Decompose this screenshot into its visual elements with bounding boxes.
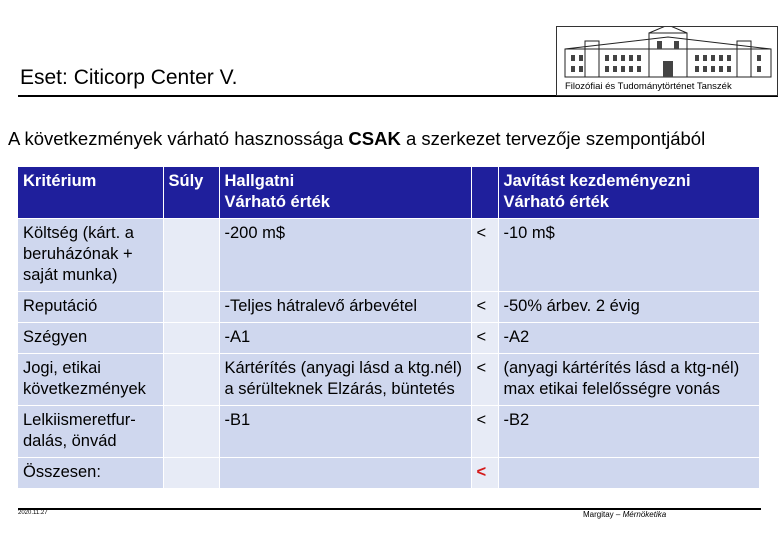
header-initiate: Javítást kezdeményezni Várható érték (498, 167, 759, 219)
cell-compare (471, 323, 498, 354)
cell-initiate: -A2 (498, 323, 759, 354)
footer-date: 2020.11.27 (18, 510, 48, 516)
header-criterion: Kritérium (18, 167, 163, 219)
table-row (18, 292, 759, 323)
table-row (18, 406, 759, 458)
cell-compare (471, 406, 498, 458)
building-icon (557, 27, 779, 81)
cell-initiate: -10 m$ (498, 219, 759, 292)
header-student: Hallgatni Várható érték (219, 167, 471, 219)
footer-author (583, 510, 666, 519)
cell-initiate: (anyagi kártérítés lásd a ktg-nél) max etikai felelősségre vonás (498, 354, 759, 406)
cell-compare (471, 354, 498, 406)
cell-criterion: Szégyen (18, 323, 163, 354)
slide-title: Eset: Citicorp Center V. (20, 66, 238, 89)
cell-initiate (498, 458, 759, 489)
cell-compare (471, 292, 498, 323)
table-row (18, 219, 759, 292)
cell-weight (163, 354, 219, 406)
cell-weight (163, 406, 219, 458)
table-total-row (18, 458, 759, 489)
cell-initiate: -B2 (498, 406, 759, 458)
cell-criterion: Reputáció (18, 292, 163, 323)
cell-student: -Teljes hátralevő árbevétel (219, 292, 471, 323)
cell-student: Kártérítés (anyagi lásd a ktg.nél) a sérülteknek Elzárás, büntetés (219, 354, 471, 406)
logo-caption: Filozófiai és Tudománytörténet Tanszék (565, 81, 732, 92)
footer-work-title: Mérnöketika (622, 510, 667, 519)
less-than-sign: < (476, 411, 487, 429)
cell-weight (163, 219, 219, 292)
cell-student (219, 458, 471, 489)
less-than-sign: < (476, 297, 487, 315)
cell-compare (471, 219, 498, 292)
criteria-table (18, 167, 760, 489)
department-logo (556, 26, 778, 96)
less-than-sign: < (476, 328, 487, 346)
less-than-sign: < (476, 224, 487, 242)
less-than-sign: < (476, 359, 487, 377)
subtitle-text-end: a szerkezet tervezője szempontjából (405, 128, 706, 149)
cell-criterion: Jogi, etikai következmények (18, 354, 163, 406)
subtitle-emphasis: CSAK (348, 128, 401, 149)
slide-subtitle (8, 128, 705, 150)
cell-student: -200 m$ (219, 219, 471, 292)
cell-student: -B1 (219, 406, 471, 458)
cell-criterion: Költség (kárt. a beruházónak + saját munka) (18, 219, 163, 292)
cell-student: -A1 (219, 323, 471, 354)
subtitle-text-start: A következmények várható hasznossága (8, 128, 344, 149)
footer-author-name: Margitay – (583, 510, 621, 519)
header-blank (471, 167, 498, 219)
cell-initiate: -50% árbev. 2 évig (498, 292, 759, 323)
cell-criterion: Lelkiismeretfur-dalás, önvád (18, 406, 163, 458)
cell-total-label: Összesen: (18, 458, 163, 489)
cell-compare (471, 458, 498, 489)
cell-weight (163, 292, 219, 323)
table-row (18, 354, 759, 406)
header-weight: Súly (163, 167, 219, 219)
table-header-row (18, 167, 759, 219)
less-than-sign-total: < (476, 463, 487, 481)
cell-weight (163, 323, 219, 354)
cell-weight (163, 458, 219, 489)
table-row (18, 323, 759, 354)
